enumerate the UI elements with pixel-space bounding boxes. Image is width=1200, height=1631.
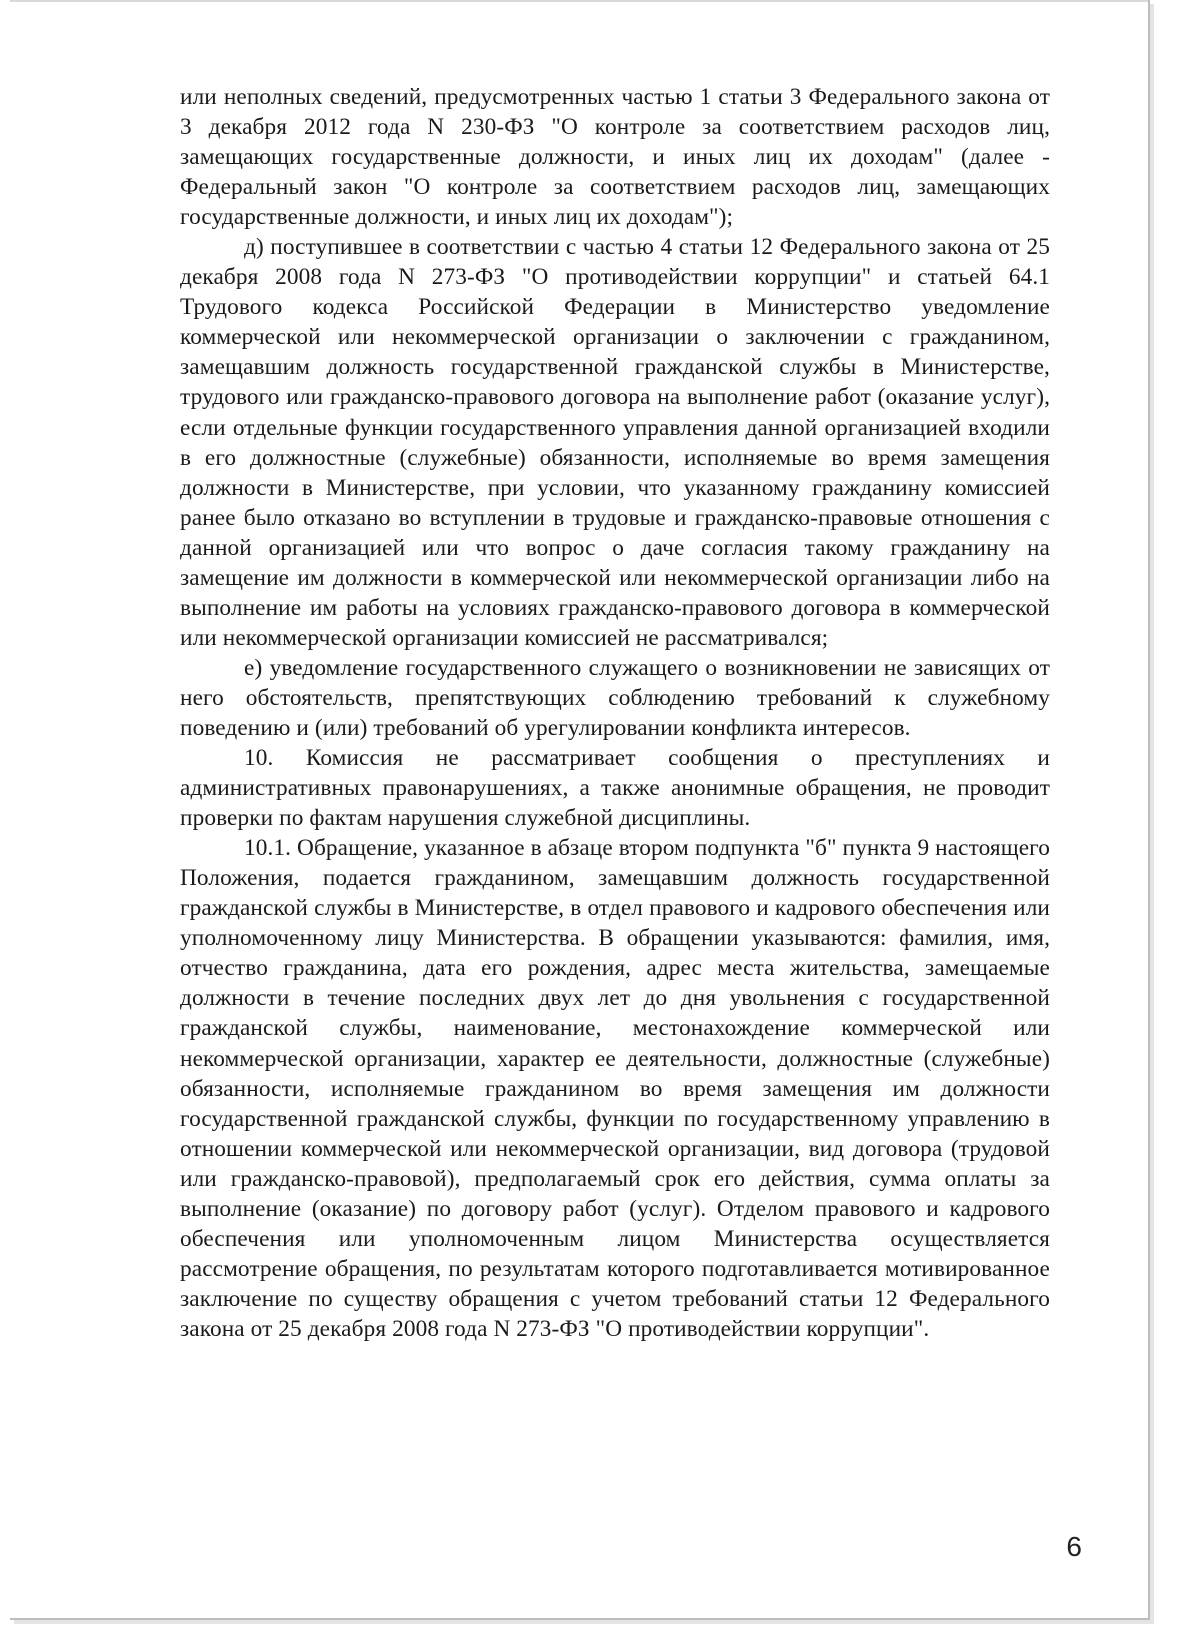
paragraph-item-d: д) поступившее в соответствии с частью 4 статьи 12 Федерального закона от 25 декабря 2008 года N 273-ФЗ "О противодействии коррупции" и статьей 64.1 Трудового кодекса Российской Федерации в Министерство уведомление коммерческой или некоммерческой организации о заключении с гражданином, замещавшим должность государственной гражданской службы в Министерстве, трудового или гражданско-правового договора на выполнение работ (оказание услуг), если отдельные функции государственного управления данной организацией входили в его должностные (служебные) обязанности, исполняемые во время замещения должности в Министерстве, при условии, что указанному гражданину комиссией ранее было отказано во вступлении в трудовые и гражданско-правовые отношения с данной организацией или что вопрос о даче согласия такому гражданину на замещение им должности в коммерческой или некоммерческой организации либо на выполнение им работы на условиях гражданско-правового договора в коммерческой или некоммерческой организации комиссией не рассматривался; — [180, 234, 1050, 651]
document-page — [10, 0, 1150, 1620]
page-number: 6 — [1066, 1531, 1082, 1562]
paragraph-clause-10: 10. Комиссия не рассматривает сообщения о преступлениях и административных правонарушениях, а также анонимные обращения, не проводит проверки по фактам нарушения служебной дисциплины. — [180, 745, 1050, 832]
document-body — [180, 82, 1050, 1344]
paragraph-item-e: е) уведомление государственного служащего о возникновении не зависящих от него обстоятельств, препятствующих соблюдению требований к служебному поведению и (или) требований об урегулировании конфликта интересов. — [180, 654, 1050, 741]
page-top-edge — [10, 0, 1148, 2]
paragraph-clause-10-1: 10.1. Обращение, указанное в абзаце втором подпункта "б" пункта 9 настоящего Положения, подается гражданином, замещавшим должность государственной гражданской службы в Министерстве, в отдел правового и кадрового обеспечения или уполномоченному лицу Министерства. В обращении указываются: фамилия, имя, отчество гражданина, дата его рождения, адрес места жительства, замещаемые должности в течение последних двух лет до дня увольнения с государственной гражданской службы, наименование, местонахождение коммерческой или некоммерческой организации, характер ее деятельности, должностные (служебные) обязанности, исполняемые гражданином во время замещения им должности государственной гражданской службы, функции по государственному управлению в отношении коммерческой или некоммерческой организации, вид договора (трудовой или гражданско-правовой), предполагаемый срок его действия, сумма оплаты за выполнение (оказание) по договору работ (услуг). Отделом правового и кадрового обеспечения или уполномоченным лицом Министерства осуществляется рассмотрение обращения, по результатам которого подготавливается мотивированное заключение по существу обращения с учетом требований статьи 12 Федерального закона от 25 декабря 2008 года N 273-ФЗ "О противодействии коррупции". — [180, 835, 1050, 1342]
paragraph-continuation: или неполных сведений, предусмотренных частью 1 статьи 3 Федерального закона от 3 декабря 2012 года N 230-ФЗ "О контроле за соответствием расходов лиц, замещающих государственные должности, и иных лиц их доходам" (далее - Федеральный закон "О контроле за соответствием расходов лиц, замещающих государственные должности, и иных лиц их доходам"); — [180, 84, 1050, 231]
